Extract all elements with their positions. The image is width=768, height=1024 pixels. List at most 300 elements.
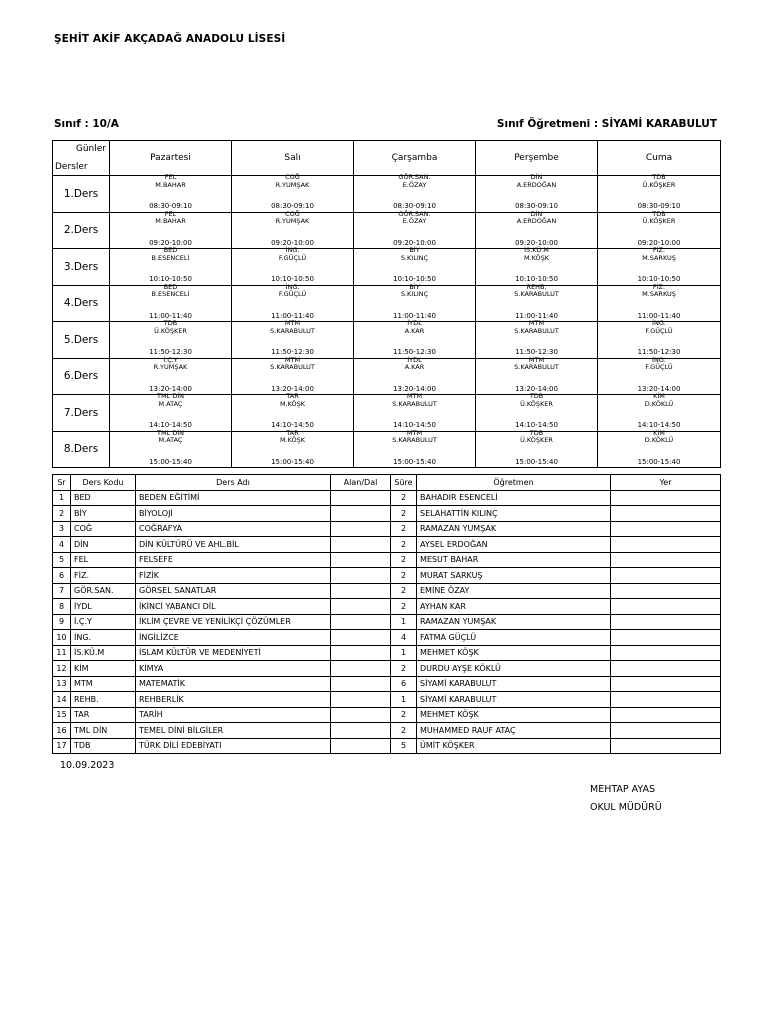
timetable-cell: [476, 246, 598, 286]
timetable-cell: [476, 173, 598, 213]
cell-teacher: A.ERDOĞAN: [516, 180, 557, 189]
cell-time: 09:20-10:00: [637, 238, 681, 247]
course-sr: 16: [53, 723, 71, 739]
cell-teacher: S.KARABULUT: [514, 290, 559, 298]
course-duration: 2: [391, 537, 417, 553]
course-code: İS.KÜ.M: [71, 645, 136, 661]
timetable-row: [53, 431, 721, 468]
lesson-period-label: 5.Ders: [53, 322, 110, 359]
cell-course-code: FEL: [164, 209, 177, 218]
course-teacher: AYHAN KAR: [417, 599, 611, 615]
course-duration: 2: [391, 568, 417, 584]
cell-course-code: COĞ: [285, 209, 300, 218]
course-sr: 7: [53, 583, 71, 599]
cell-course-code: BİY: [409, 246, 420, 254]
course-location: [611, 614, 721, 630]
day-header: Cuma: [598, 141, 721, 176]
cell-course-code: BED: [163, 282, 178, 291]
cell-time: 11:50-12:30: [393, 348, 436, 356]
cell-time: 13:20-14:00: [271, 384, 314, 393]
course-teacher: EMİNE ÖZAY: [417, 583, 611, 599]
course-duration: 2: [391, 707, 417, 723]
timetable-cell: [110, 282, 232, 322]
course-sr: 10: [53, 630, 71, 646]
cell-course-code: TDB: [652, 209, 666, 218]
course-teacher: SELAHATTİN KILINÇ: [417, 506, 611, 522]
course-name: KİMYA: [136, 661, 331, 677]
course-name: İSLAM KÜLTÜR VE MEDENİYETİ: [136, 645, 331, 661]
cell-time: 09:20-10:00: [515, 238, 558, 247]
cell-teacher: S.KARABULUT: [270, 326, 315, 335]
cell-course-code: TML DİN: [156, 428, 185, 437]
course-location: [611, 537, 721, 553]
cell-time: 14:10-14:50: [149, 421, 192, 429]
course-code: GÖR.SAN.: [71, 583, 136, 599]
course-alan: [331, 676, 391, 692]
cell-course-code: COĞ: [285, 173, 300, 181]
col-header-alan: Alan/Dal: [331, 475, 391, 491]
cell-time: 11:00-11:40: [393, 311, 436, 320]
course-name: DİN KÜLTÜRÜ VE AHL.BİL: [136, 537, 331, 553]
cell-time: 13:20-14:00: [149, 384, 192, 393]
timetable-corner: [53, 141, 110, 176]
course-code: TML DİN: [71, 723, 136, 739]
course-name: BEDEN EĞİTİMİ: [136, 490, 331, 506]
cell-teacher: A.KAR: [404, 326, 425, 335]
lesson-period-label: 8.Ders: [53, 431, 110, 468]
cell-teacher: Ü.KÖŞKER: [520, 399, 553, 408]
course-duration: 1: [391, 614, 417, 630]
timetable-cell: [598, 173, 721, 213]
course-sr: 15: [53, 707, 71, 723]
cell-time: 11:50-12:30: [637, 348, 681, 356]
course-location: [611, 506, 721, 522]
col-header-code: Ders Kodu: [71, 475, 136, 491]
col-header-teacher: Öğretmen: [417, 475, 611, 491]
cell-teacher: M.KÖŞK: [523, 253, 550, 262]
timetable-row: [53, 322, 721, 359]
cell-teacher: M.ATAÇ: [158, 436, 183, 444]
course-alan: [331, 645, 391, 661]
course-duration: 2: [391, 521, 417, 537]
cell-time: 11:50-12:30: [271, 348, 314, 356]
timetable-cell: [110, 392, 232, 432]
course-sr: 2: [53, 506, 71, 522]
course-location: [611, 630, 721, 646]
course-row: [53, 521, 721, 537]
course-code: İYDL: [71, 599, 136, 615]
timetable-cell: [354, 392, 476, 432]
course-teacher: MEHMET KÖŞK: [417, 645, 611, 661]
cell-time: 15:00-15:40: [393, 457, 436, 466]
cell-course-code: MTM: [406, 428, 423, 437]
cell-course-code: GÖR.SAN.: [398, 173, 431, 181]
corner-days-label: Günler: [75, 144, 106, 154]
course-duration: 2: [391, 661, 417, 677]
course-alan: [331, 661, 391, 677]
cell-time: 11:00-11:40: [515, 311, 558, 320]
cell-course-code: REHB.: [526, 282, 547, 291]
course-teacher: SİYAMİ KARABULUT: [417, 692, 611, 708]
cell-course-code: DİN: [530, 209, 543, 218]
course-name: İKİNCİ YABANCI DİL: [136, 599, 331, 615]
cell-course-code: TAR: [286, 392, 299, 400]
cell-course-code: FİZ.: [652, 246, 666, 254]
timetable-cell: [110, 209, 232, 249]
course-list-table: [52, 474, 721, 754]
timetable-cell: [598, 209, 721, 249]
timetable-cell: [598, 282, 721, 322]
cell-teacher: S.KARABULUT: [392, 399, 437, 408]
course-sr: 9: [53, 614, 71, 630]
course-teacher: DURDU AYŞE KÖKLÜ: [417, 661, 611, 677]
cell-course-code: FEL: [164, 173, 177, 181]
cell-time: 15:00-15:40: [515, 457, 558, 466]
day-header: Salı: [232, 141, 354, 176]
cell-teacher: M.KÖŞK: [279, 436, 306, 444]
course-alan: [331, 537, 391, 553]
class-label: Sınıf : 10/A: [54, 118, 119, 130]
course-alan: [331, 738, 391, 754]
cell-time: 11:00-11:40: [637, 311, 681, 320]
course-sr: 4: [53, 537, 71, 553]
course-sr: 14: [53, 692, 71, 708]
cell-teacher: B.ESENCELİ: [151, 253, 190, 262]
cell-teacher: D.KÖKLÜ: [644, 399, 674, 408]
course-sr: 1: [53, 490, 71, 506]
cell-course-code: KİM: [653, 428, 665, 437]
cell-course-code: TAR: [286, 428, 299, 437]
course-location: [611, 490, 721, 506]
course-sr: 17: [53, 738, 71, 754]
timetable-cell: [232, 355, 354, 395]
timetable-cell: [598, 355, 721, 395]
course-duration: 2: [391, 506, 417, 522]
cell-time: 11:00-11:40: [149, 311, 192, 320]
timetable-cell: [110, 173, 232, 213]
course-sr: 13: [53, 676, 71, 692]
timetable-header-row: [53, 141, 721, 176]
cell-course-code: FİZ.: [652, 282, 666, 291]
cell-course-code: İ.Ç.Y: [163, 355, 178, 364]
course-code: BİY: [71, 506, 136, 522]
course-name: GÖRSEL SANATLAR: [136, 583, 331, 599]
cell-course-code: İNG.: [285, 282, 300, 291]
cell-teacher: R.YUMŞAK: [275, 217, 310, 225]
lesson-period-label: 2.Ders: [53, 212, 110, 249]
cell-teacher: B.ESENCELİ: [151, 290, 190, 298]
cell-course-code: İNG.: [652, 319, 666, 327]
cell-time: 10:10-10:50: [637, 275, 681, 283]
course-code: TAR: [71, 707, 136, 723]
school-name: ŞEHİT AKİF AKÇADAĞ ANADOLU LİSESİ: [54, 33, 286, 45]
cell-time: 10:10-10:50: [149, 275, 192, 283]
course-duration: 4: [391, 630, 417, 646]
course-teacher: AYSEL ERDOĞAN: [417, 537, 611, 553]
cell-course-code: TDB: [529, 428, 544, 437]
course-code: KİM: [71, 661, 136, 677]
course-code: İ.Ç.Y: [71, 614, 136, 630]
course-alan: [331, 614, 391, 630]
timetable-row: [53, 358, 721, 395]
course-location: [611, 661, 721, 677]
course-teacher: RAMAZAN YUMŞAK: [417, 614, 611, 630]
timetable-cell: [476, 209, 598, 249]
course-name: MATEMATİK: [136, 676, 331, 692]
course-sr: 8: [53, 599, 71, 615]
cell-course-code: MTM: [284, 319, 301, 327]
course-duration: 2: [391, 552, 417, 568]
course-location: [611, 645, 721, 661]
col-header-yer: Yer: [611, 475, 721, 491]
course-location: [611, 676, 721, 692]
cell-time: 10:10-10:50: [271, 275, 314, 283]
cell-time: 11:50-12:30: [149, 348, 192, 356]
cell-time: 14:10-14:50: [515, 421, 558, 429]
cell-teacher: M.SARKUŞ: [642, 290, 676, 298]
course-duration: 2: [391, 723, 417, 739]
cell-teacher: M.BAHAR: [155, 217, 186, 225]
course-alan: [331, 707, 391, 723]
course-sr: 3: [53, 521, 71, 537]
cell-course-code: İS.KÜ.M: [524, 246, 549, 254]
course-location: [611, 738, 721, 754]
cell-teacher: A.ERDOĞAN: [516, 217, 557, 225]
course-location: [611, 568, 721, 584]
lesson-period-label: 4.Ders: [53, 285, 110, 322]
course-name: TARİH: [136, 707, 331, 723]
course-row: [53, 676, 721, 692]
cell-course-code: TDB: [163, 319, 178, 327]
course-alan: [331, 583, 391, 599]
course-row: [53, 552, 721, 568]
course-duration: 2: [391, 490, 417, 506]
cell-time: 08:30-09:10: [515, 202, 558, 210]
timetable: [52, 140, 721, 468]
course-teacher: BAHADIR ESENCELİ: [417, 490, 611, 506]
lesson-period-label: 6.Ders: [53, 358, 110, 395]
course-teacher: MESUT BAHAR: [417, 552, 611, 568]
cell-time: 08:30-09:10: [637, 202, 681, 210]
cell-time: 13:20-14:00: [637, 384, 681, 393]
cell-course-code: TDB: [652, 173, 666, 181]
course-row: [53, 645, 721, 661]
course-row: [53, 599, 721, 615]
timetable-cell: [232, 209, 354, 249]
cell-course-code: İNG.: [285, 246, 300, 254]
course-row: [53, 738, 721, 754]
course-location: [611, 521, 721, 537]
cell-time: 14:10-14:50: [393, 421, 436, 429]
cell-course-code: MTM: [528, 319, 545, 327]
course-name: REHBERLİK: [136, 692, 331, 708]
cell-teacher: S.KARABULUT: [392, 436, 437, 444]
course-code: REHB.: [71, 692, 136, 708]
cell-time: 11:50-12:30: [515, 348, 558, 356]
cell-time: 08:30-09:10: [393, 202, 436, 210]
principal-title: OKUL MÜDÜRÜ: [590, 802, 662, 813]
lesson-period-label: 1.Ders: [53, 176, 110, 213]
course-location: [611, 692, 721, 708]
cell-time: 09:20-10:00: [271, 238, 314, 247]
cell-time: 08:30-09:10: [149, 202, 192, 210]
course-code: BED: [71, 490, 136, 506]
course-sr: 11: [53, 645, 71, 661]
cell-teacher: S.KARABULUT: [514, 363, 559, 371]
cell-teacher: S.KARABULUT: [270, 363, 315, 371]
course-row: [53, 568, 721, 584]
cell-teacher: S.KILINÇ: [400, 290, 429, 298]
course-location: [611, 599, 721, 615]
timetable-cell: [232, 319, 354, 359]
timetable-cell: [110, 428, 232, 468]
timetable-cell: [354, 355, 476, 395]
course-teacher: RAMAZAN YUMŞAK: [417, 521, 611, 537]
course-teacher: SİYAMİ KARABULUT: [417, 676, 611, 692]
cell-time: 11:00-11:40: [271, 311, 314, 320]
cell-teacher: R.YUMŞAK: [153, 363, 188, 371]
course-code: TDB: [71, 738, 136, 754]
timetable-cell: [232, 282, 354, 322]
course-code: İNG.: [71, 630, 136, 646]
course-code: COĞ: [71, 521, 136, 537]
timetable-cell: [598, 246, 721, 286]
cell-time: 09:20-10:00: [149, 238, 192, 247]
course-code: FEL: [71, 552, 136, 568]
course-name: FELSEFE: [136, 552, 331, 568]
day-header: Perşembe: [476, 141, 598, 176]
cell-course-code: DİN: [530, 173, 543, 181]
timetable-cell: [476, 428, 598, 468]
timetable-cell: [598, 319, 721, 359]
cell-teacher: Ü.KÖŞKER: [154, 326, 187, 335]
cell-time: 10:10-10:50: [393, 275, 436, 283]
col-header-sure: Süre: [391, 475, 417, 491]
timetable-cell: [476, 392, 598, 432]
day-header: Pazartesi: [110, 141, 232, 176]
timetable-cell: [598, 392, 721, 432]
cell-course-code: BİY: [409, 282, 420, 291]
timetable-cell: [476, 355, 598, 395]
course-alan: [331, 723, 391, 739]
course-name: BİYOLOJİ: [136, 506, 331, 522]
col-header-sr: Sr: [53, 475, 71, 491]
cell-time: 15:00-15:40: [271, 457, 314, 466]
course-row: [53, 692, 721, 708]
cell-teacher: R.YUMŞAK: [275, 180, 310, 189]
course-alan: [331, 506, 391, 522]
course-sr: 12: [53, 661, 71, 677]
timetable-cell: [476, 282, 598, 322]
course-row: [53, 723, 721, 739]
cell-teacher: E.ÖZAY: [402, 217, 427, 225]
cell-teacher: Ü.KÖŞKER: [642, 217, 676, 225]
cell-teacher: S.KILINÇ: [400, 253, 429, 262]
course-header-row: [53, 475, 721, 491]
cell-teacher: F.GÜÇLÜ: [278, 290, 307, 298]
cell-course-code: İYDL: [407, 355, 422, 364]
timetable-cell: [354, 282, 476, 322]
cell-time: 13:20-14:00: [393, 384, 436, 393]
course-teacher: MURAT SARKUŞ: [417, 568, 611, 584]
course-code: FİZ.: [71, 568, 136, 584]
course-row: [53, 506, 721, 522]
course-name: TEMEL DİNİ BİLGİLER: [136, 723, 331, 739]
lesson-period-label: 7.Ders: [53, 395, 110, 432]
timetable-row: [53, 395, 721, 432]
timetable-cell: [232, 246, 354, 286]
cell-time: 13:20-14:00: [515, 384, 558, 393]
course-row: [53, 490, 721, 506]
course-location: [611, 723, 721, 739]
course-teacher: MEHMET KÖŞK: [417, 707, 611, 723]
course-code: DİN: [71, 537, 136, 553]
course-duration: 1: [391, 645, 417, 661]
course-sr: 6: [53, 568, 71, 584]
timetable-cell: [110, 355, 232, 395]
course-alan: [331, 630, 391, 646]
timetable-cell: [598, 428, 721, 468]
timetable-row: [53, 285, 721, 322]
cell-time: 08:30-09:10: [271, 202, 314, 210]
cell-course-code: MTM: [528, 355, 545, 364]
timetable-cell: [110, 246, 232, 286]
timetable-cell: [354, 246, 476, 286]
timetable-cell: [232, 428, 354, 468]
cell-teacher: Ü.KÖŞKER: [520, 436, 553, 444]
cell-teacher: M.SARKUŞ: [642, 253, 676, 262]
course-name: COĞRAFYA: [136, 521, 331, 537]
course-alan: [331, 490, 391, 506]
course-name: FİZİK: [136, 568, 331, 584]
cell-teacher: S.KARABULUT: [514, 326, 559, 335]
course-name: TÜRK DİLİ EDEBİYATI: [136, 738, 331, 754]
course-sr: 5: [53, 552, 71, 568]
course-row: [53, 614, 721, 630]
timetable-cell: [232, 173, 354, 213]
course-row: [53, 537, 721, 553]
course-duration: 1: [391, 692, 417, 708]
course-teacher: MUHAMMED RAUF ATAÇ: [417, 723, 611, 739]
course-duration: 2: [391, 599, 417, 615]
course-alan: [331, 568, 391, 584]
cell-time: 15:00-15:40: [149, 457, 192, 466]
course-teacher: FATMA GÜÇLÜ: [417, 630, 611, 646]
cell-time: 14:10-14:50: [637, 421, 681, 429]
principal-name: MEHTAP AYAS: [590, 784, 656, 795]
course-alan: [331, 552, 391, 568]
cell-time: 15:00-15:40: [637, 457, 681, 466]
cell-teacher: F.GÜÇLÜ: [645, 326, 673, 335]
cell-teacher: A.KAR: [404, 363, 425, 371]
timetable-cell: [354, 173, 476, 213]
cell-course-code: İYDL: [407, 319, 422, 327]
course-alan: [331, 599, 391, 615]
timetable-cell: [476, 319, 598, 359]
cell-course-code: TDB: [529, 392, 544, 400]
corner-lessons-label: Dersler: [55, 162, 88, 172]
course-duration: 6: [391, 676, 417, 692]
cell-course-code: GÖR.SAN.: [398, 209, 431, 218]
course-alan: [331, 521, 391, 537]
cell-teacher: M.ATAÇ: [158, 399, 183, 408]
course-alan: [331, 692, 391, 708]
course-duration: 5: [391, 738, 417, 754]
course-row: [53, 707, 721, 723]
cell-teacher: F.GÜÇLÜ: [278, 253, 307, 262]
cell-course-code: KİM: [653, 392, 665, 400]
col-header-name: Ders Adı: [136, 475, 331, 491]
